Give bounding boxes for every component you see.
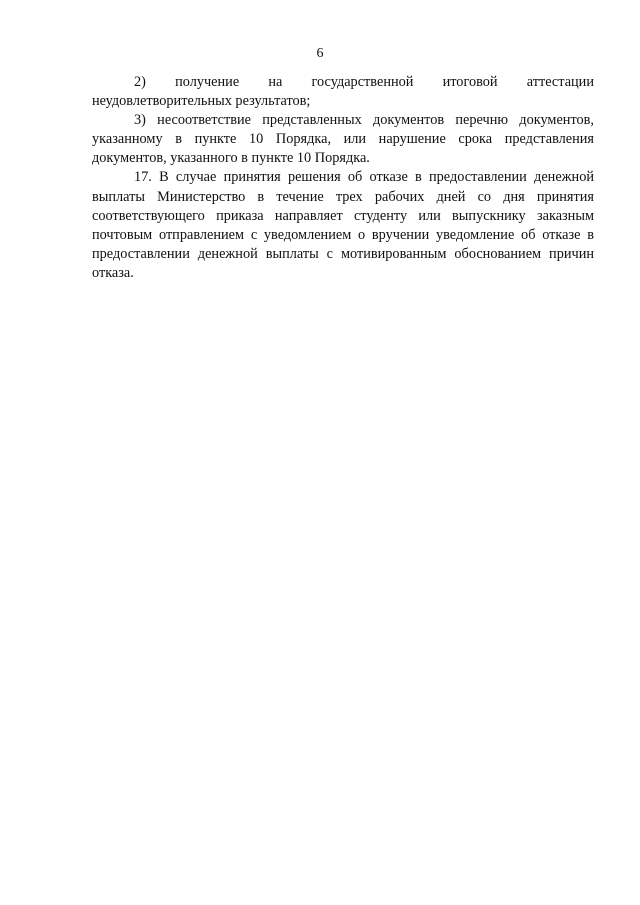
paragraph-item-2-continuation: неудовлетворительных результатов; (92, 93, 311, 110)
paragraph-item-2-first-line: 2) получение на государственной итоговой аттестации (134, 74, 594, 90)
document-body (92, 73, 594, 283)
page-number: 6 (316, 46, 324, 61)
paragraph-item-3: 3) несоответствие представленных документов перечню документов, указанному в пункте 10 Порядка, или нарушение срока представления документов, указанного в пункте 10 Порядка. (92, 112, 594, 167)
paragraph-item-2 (92, 73, 594, 111)
paragraph-section-17: 17. В случае принятия решения об отказе в предоставлении денежной выплаты Министерство в течение трех рабочих дней со дня принятия соответствующего приказа направляет студенту или выпускнику заказным почтовым отправлением с уведомлением о вручении уведомление об отказе в предоставлении денежной выплаты с мотивированным обоснованием причин отказа. (92, 169, 594, 281)
